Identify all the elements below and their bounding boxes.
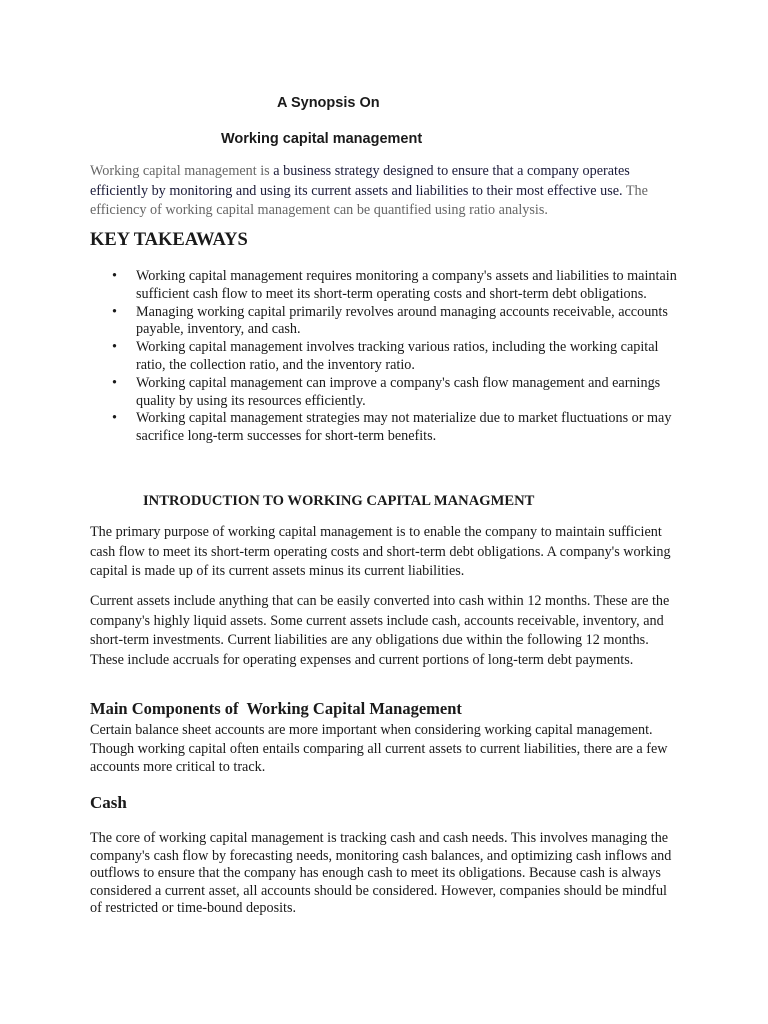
introduction-paragraph-2: Current assets include anything that can be easily converted into cash within 12 months. These are the company's highly liquid assets. Some current assets include cash, accounts receivable, inventory, and short-term investments. Current liabilities are any obligations due within the following 12 months. These include accruals for operating expenses and current portions of long-term debt payments.	[90, 593, 670, 668]
list-item: • Managing working capital primarily revolves around managing accounts receivable, accounts payable, inventory, and cash.	[90, 304, 680, 340]
main-components-paragraph: Certain balance sheet accounts are more important when considering working capital management. Though working capital often entails comparing all current assets to current liabilities, there are a few accounts more critical to track.	[90, 722, 668, 775]
list-item: • Working capital management involves tracking various ratios, including the working capital ratio, the collection ratio, and the inventory ratio.	[90, 339, 680, 375]
key-takeaways-heading: KEY TAKEAWAYS	[90, 230, 248, 250]
key-takeaways-list	[90, 268, 680, 446]
intro-text-part3: The efficiency of working capital management can be quantified using ratio analysis.	[90, 182, 648, 218]
document-title: A Synopsis On	[277, 95, 380, 111]
intro-paragraph	[90, 162, 680, 221]
document-subtitle: Working capital management	[221, 131, 423, 147]
intro-text-part1: Working capital management is	[90, 163, 274, 179]
list-item: • Working capital management strategies may not materialize due to market fluctuations or may sacrifice long-term successes for short-term benefits.	[90, 410, 680, 446]
introduction-paragraph-1: The primary purpose of working capital management is to enable the company to maintain sufficient cash flow to meet its short-term operating costs and short-term debt obligations. A company's working capital is made up of its current assets minus its current liabilities.	[90, 524, 671, 579]
list-item: • Working capital management requires monitoring a company's assets and liabilities to maintain sufficient cash flow to meet its short-term operating costs and short-term debt obligations.	[90, 268, 680, 304]
cash-paragraph: The core of working capital management is tracking cash and cash needs. This involves managing the company's cash flow by forecasting needs, monitoring cash balances, and optimizing cash inflows and outflows to ensure that the company has enough cash to meet its obligations. Because cash is always considered a current asset, all accounts should be considered. However, companies should be mindful of restricted or time-bound deposits.	[90, 830, 672, 917]
intro-text-part2: a business strategy designed to ensure that a company operates efficiently by monitoring and using its current assets and liabilities to their most effective use.	[90, 163, 630, 199]
main-components-heading: Main Components of Working Capital Management	[90, 699, 462, 718]
introduction-heading: INTRODUCTION TO WORKING CAPITAL MANAGMENT	[143, 493, 535, 509]
cash-heading: Cash	[90, 793, 127, 812]
list-item: • Working capital management can improve a company's cash flow management and earnings quality by using its resources efficiently.	[90, 375, 680, 411]
